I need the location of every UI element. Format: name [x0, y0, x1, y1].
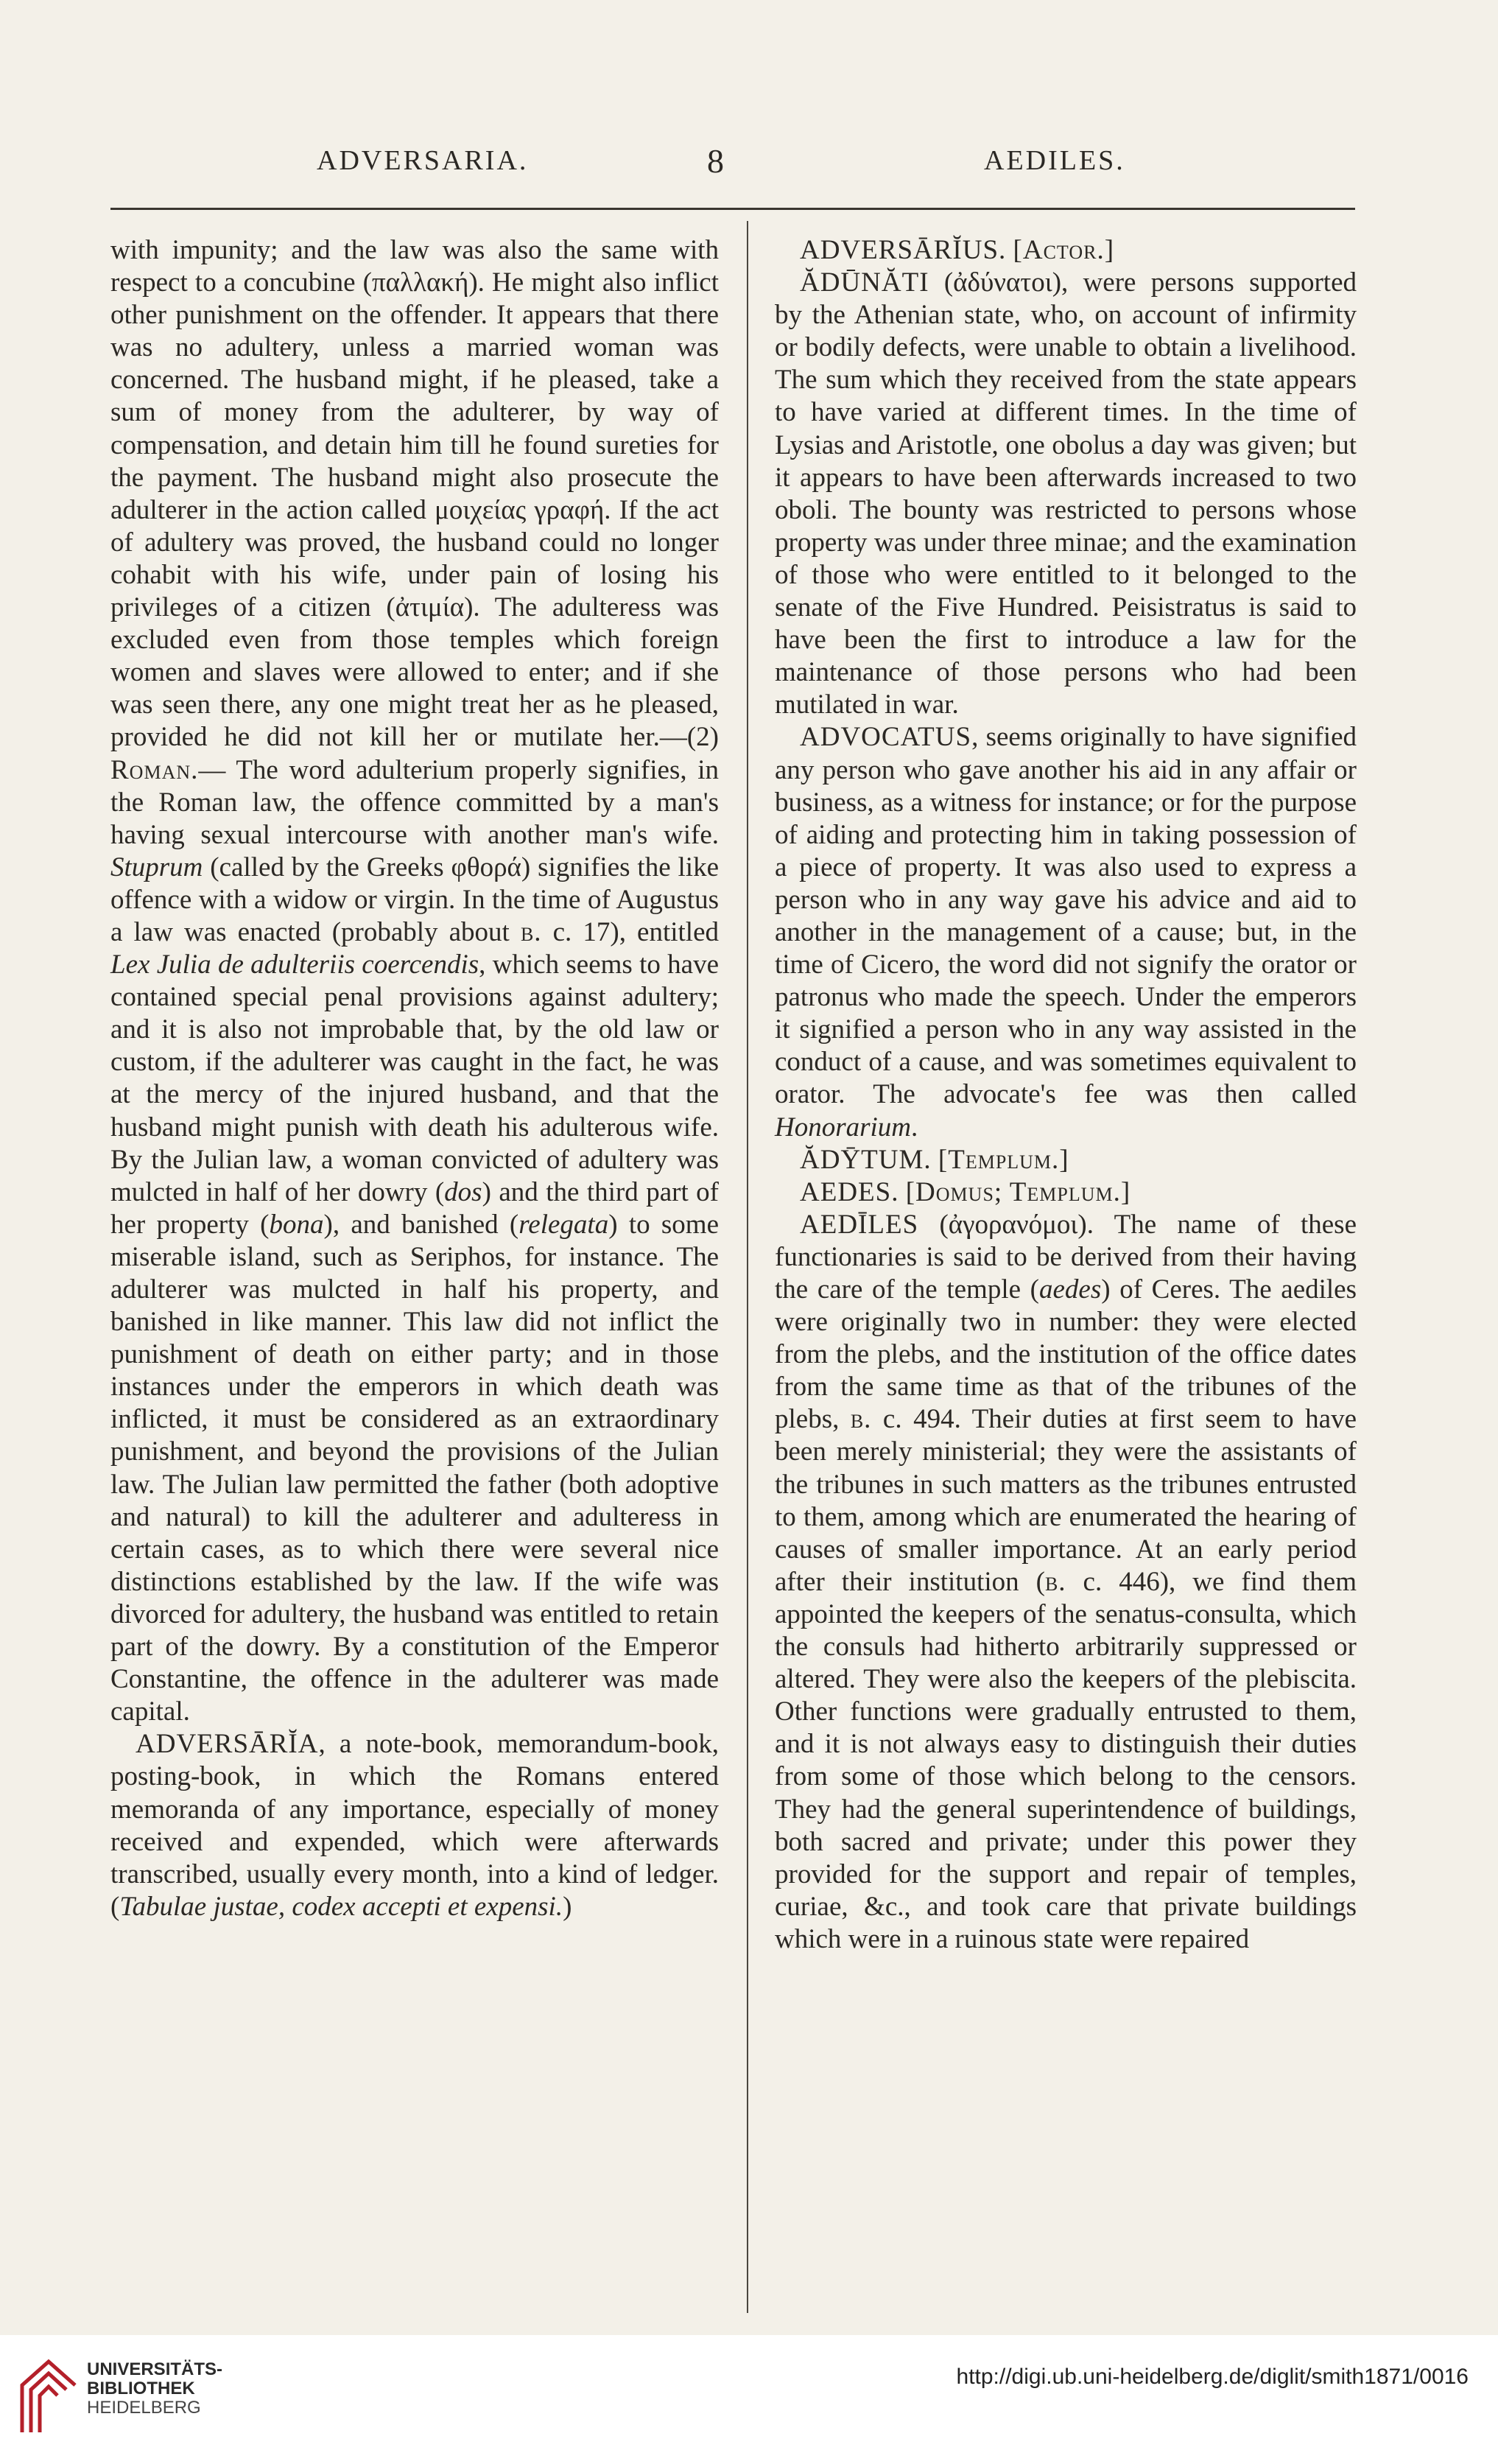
- cross-reference: [Domus; Templum.]: [905, 1176, 1131, 1207]
- entry-headword: ADVERSĀRĬA: [136, 1729, 319, 1760]
- entry-adytum: [775, 1144, 1357, 1176]
- running-head-left: ADVERSARIA.: [317, 145, 529, 176]
- running-head: [110, 144, 1355, 196]
- entry-aediles: AEDĪLES (ἀγορανόμοι). The name of these functionaries is said to be derived from their having the care of the temple (aedes) of Ceres. The aediles were originally two in number: they were elected from the plebs, and the institution of the office dates from the same time as that of the tribunes of the plebs, b. c. 494. Their duties at first seem to have been merely ministerial; they were the assistants of the tribunes in such matters as the tribunes entrusted to them, among which are enumerated the hearing of causes of smaller importance. At an early period after their institution (b. c. 446), we find them appointed the keepers of the senatus-consulta, which the consuls had hitherto arbitrarily suppressed or altered. They were also the keepers of the plebiscita. Other functions were gradually entrusted to them, and it is not always easy to distinguish their duties from some of those which belong to the censors. They had the general superintendence of buildings, both sacred and private; under this power they provided for the support and repair of temples, curiae, &c., and took care that private buildings which were in a ruinous state were repaired: [775, 1209, 1357, 1954]
- entry-headword: ADVOCATUS: [800, 722, 972, 753]
- entry-headword: ADVERSĀRĬUS.: [800, 235, 1007, 265]
- entry-adunati: ĂDŪNĂTI (ἀδύνατοι), were persons supported by the Athenian state, who, on account of infirmity or bodily defects, were unable to obtain a livelihood. The sum which they received from the state appears to have varied at different times. In the time of Lysias and Aristotle, one obolus a day was given; but it appears to have been afterwards increased to two oboli. The bounty was restricted to persons whose property was under three minae; and the examination of those who were entitled to it belonged to the senate of the Five Hundred. Peisistratus is said to have been the first to introduce a law for the maintenance of those persons who had been mutilated in war.: [775, 267, 1357, 720]
- cross-reference: [Actor.]: [1013, 235, 1115, 265]
- entry-headword: AEDĪLES: [800, 1209, 919, 1240]
- right-column: [775, 234, 1357, 1956]
- entry-advocatus: ADVOCATUS, seems originally to have signified any person who gave another his aid in any affair or business, as a witness for instance; or for the purpose of aiding and protecting him in taking possession of a piece of property. It was also used to express a person who in any way gave his advice and aid to another in the management of a cause; but, in the time of Cicero, the word did not signify the orator or patronus who made the speech. Under the emperors it signified a person who in any way assisted in the conduct of a cause, and was sometimes equivalent to orator. The advocate's fee was then called Honorarium.: [775, 722, 1357, 1143]
- running-head-right: AEDILES.: [984, 145, 1125, 176]
- entry-headword: AEDES.: [800, 1176, 899, 1207]
- library-logo-icon: [16, 2356, 80, 2437]
- header-rule: [110, 208, 1355, 210]
- paragraph-adulterium-continued: with impunity; and the law was also the same with respect to a concubine (παλλακή). He might also inflict other punishment on the offender. It appears that there was no adultery, unless a married woman was concerned. The husband might, if he pleased, take a sum of money from the adulterer, by way of compensation, and detain him till he found sureties for the payment. The husband might also prosecute the adulterer in the action called μοιχείας γραφή. If the act of adultery was proved, the husband could no longer cohabit with his wife, under pain of losing his privileges of a citizen (ἀτιμία). The adulteress was excluded even from those temples which foreign women and slaves were allowed to enter; and if she was seen there, any one might treat her as he pleased, provided he did not kill her or mutilate her.—(2) Roman.— The word adulterium properly signifies, in the Roman law, the offence committed by a man's having sexual intercourse with another man's wife. Stuprum (called by the Greeks φθορά) signifies the like offence with a widow or virgin. In the time of Augustus a law was enacted (probably about b. c. 17), entitled Lex Julia de adulteriis coercendis, which seems to have contained special penal provisions against adultery; and it is also not improbable that, by the old law or custom, if the adulterer was caught in the fact, he was at the mercy of the injured husband, and that the husband might punish with death his adulterous wife. By the Julian law, a woman convicted of adultery was mulcted in half of her dowry (dos) and the third part of her property (bona), and banished (relegata) to some miserable island, such as Seriphos, for instance. The adulterer was mulcted in half his property, and banished in like manner. This law did not inflict the punishment of death on either party; and in those instances under the emperors in which death was inflicted, it must be considered as an extraordinary punishment, and beyond the provisions of the Julian law. The Julian law permitted the father (both adoptive and natural) to kill the adulterer and adulteress in certain cases, as to which there were several nice distinctions established by the law. If the wife was divorced for adultery, the husband was entitled to retain part of the dowry. By a constitution of the Emperor Constantine, the offence in the adulterer was made capital.: [110, 235, 720, 1727]
- entry-headword: ĂDŪNĂTI: [800, 267, 929, 298]
- cross-reference: [Templum.]: [938, 1144, 1069, 1175]
- page-number: 8: [707, 142, 724, 180]
- entry-aedes: [775, 1176, 1357, 1209]
- entry-adversarius: [775, 234, 1357, 267]
- column-divider: [747, 221, 748, 2313]
- cross-reference: Roman.: [110, 754, 199, 785]
- entry-adversaria: ADVERSĀRĬA, a note-book, memorandum-book, posting-book, in which the Romans entered memoranda of any importance, especially of money received and expended, which were afterwards transcribed, usually every month, into a kind of ledger. (Tabulae justae, codex accepti et expensi.): [110, 1729, 719, 1922]
- digitization-footer: [0, 2335, 1498, 2464]
- library-logo-text: UNIVERSITÄTS- BIBLIOTHEK HEIDELBERG: [87, 2359, 223, 2418]
- left-column: [110, 234, 719, 1923]
- entry-headword: ĂDȲTUM.: [800, 1144, 932, 1175]
- source-url-link[interactable]: http://digi.ub.uni-heidelberg.de/diglit/smith1871/0016: [956, 2365, 1469, 2389]
